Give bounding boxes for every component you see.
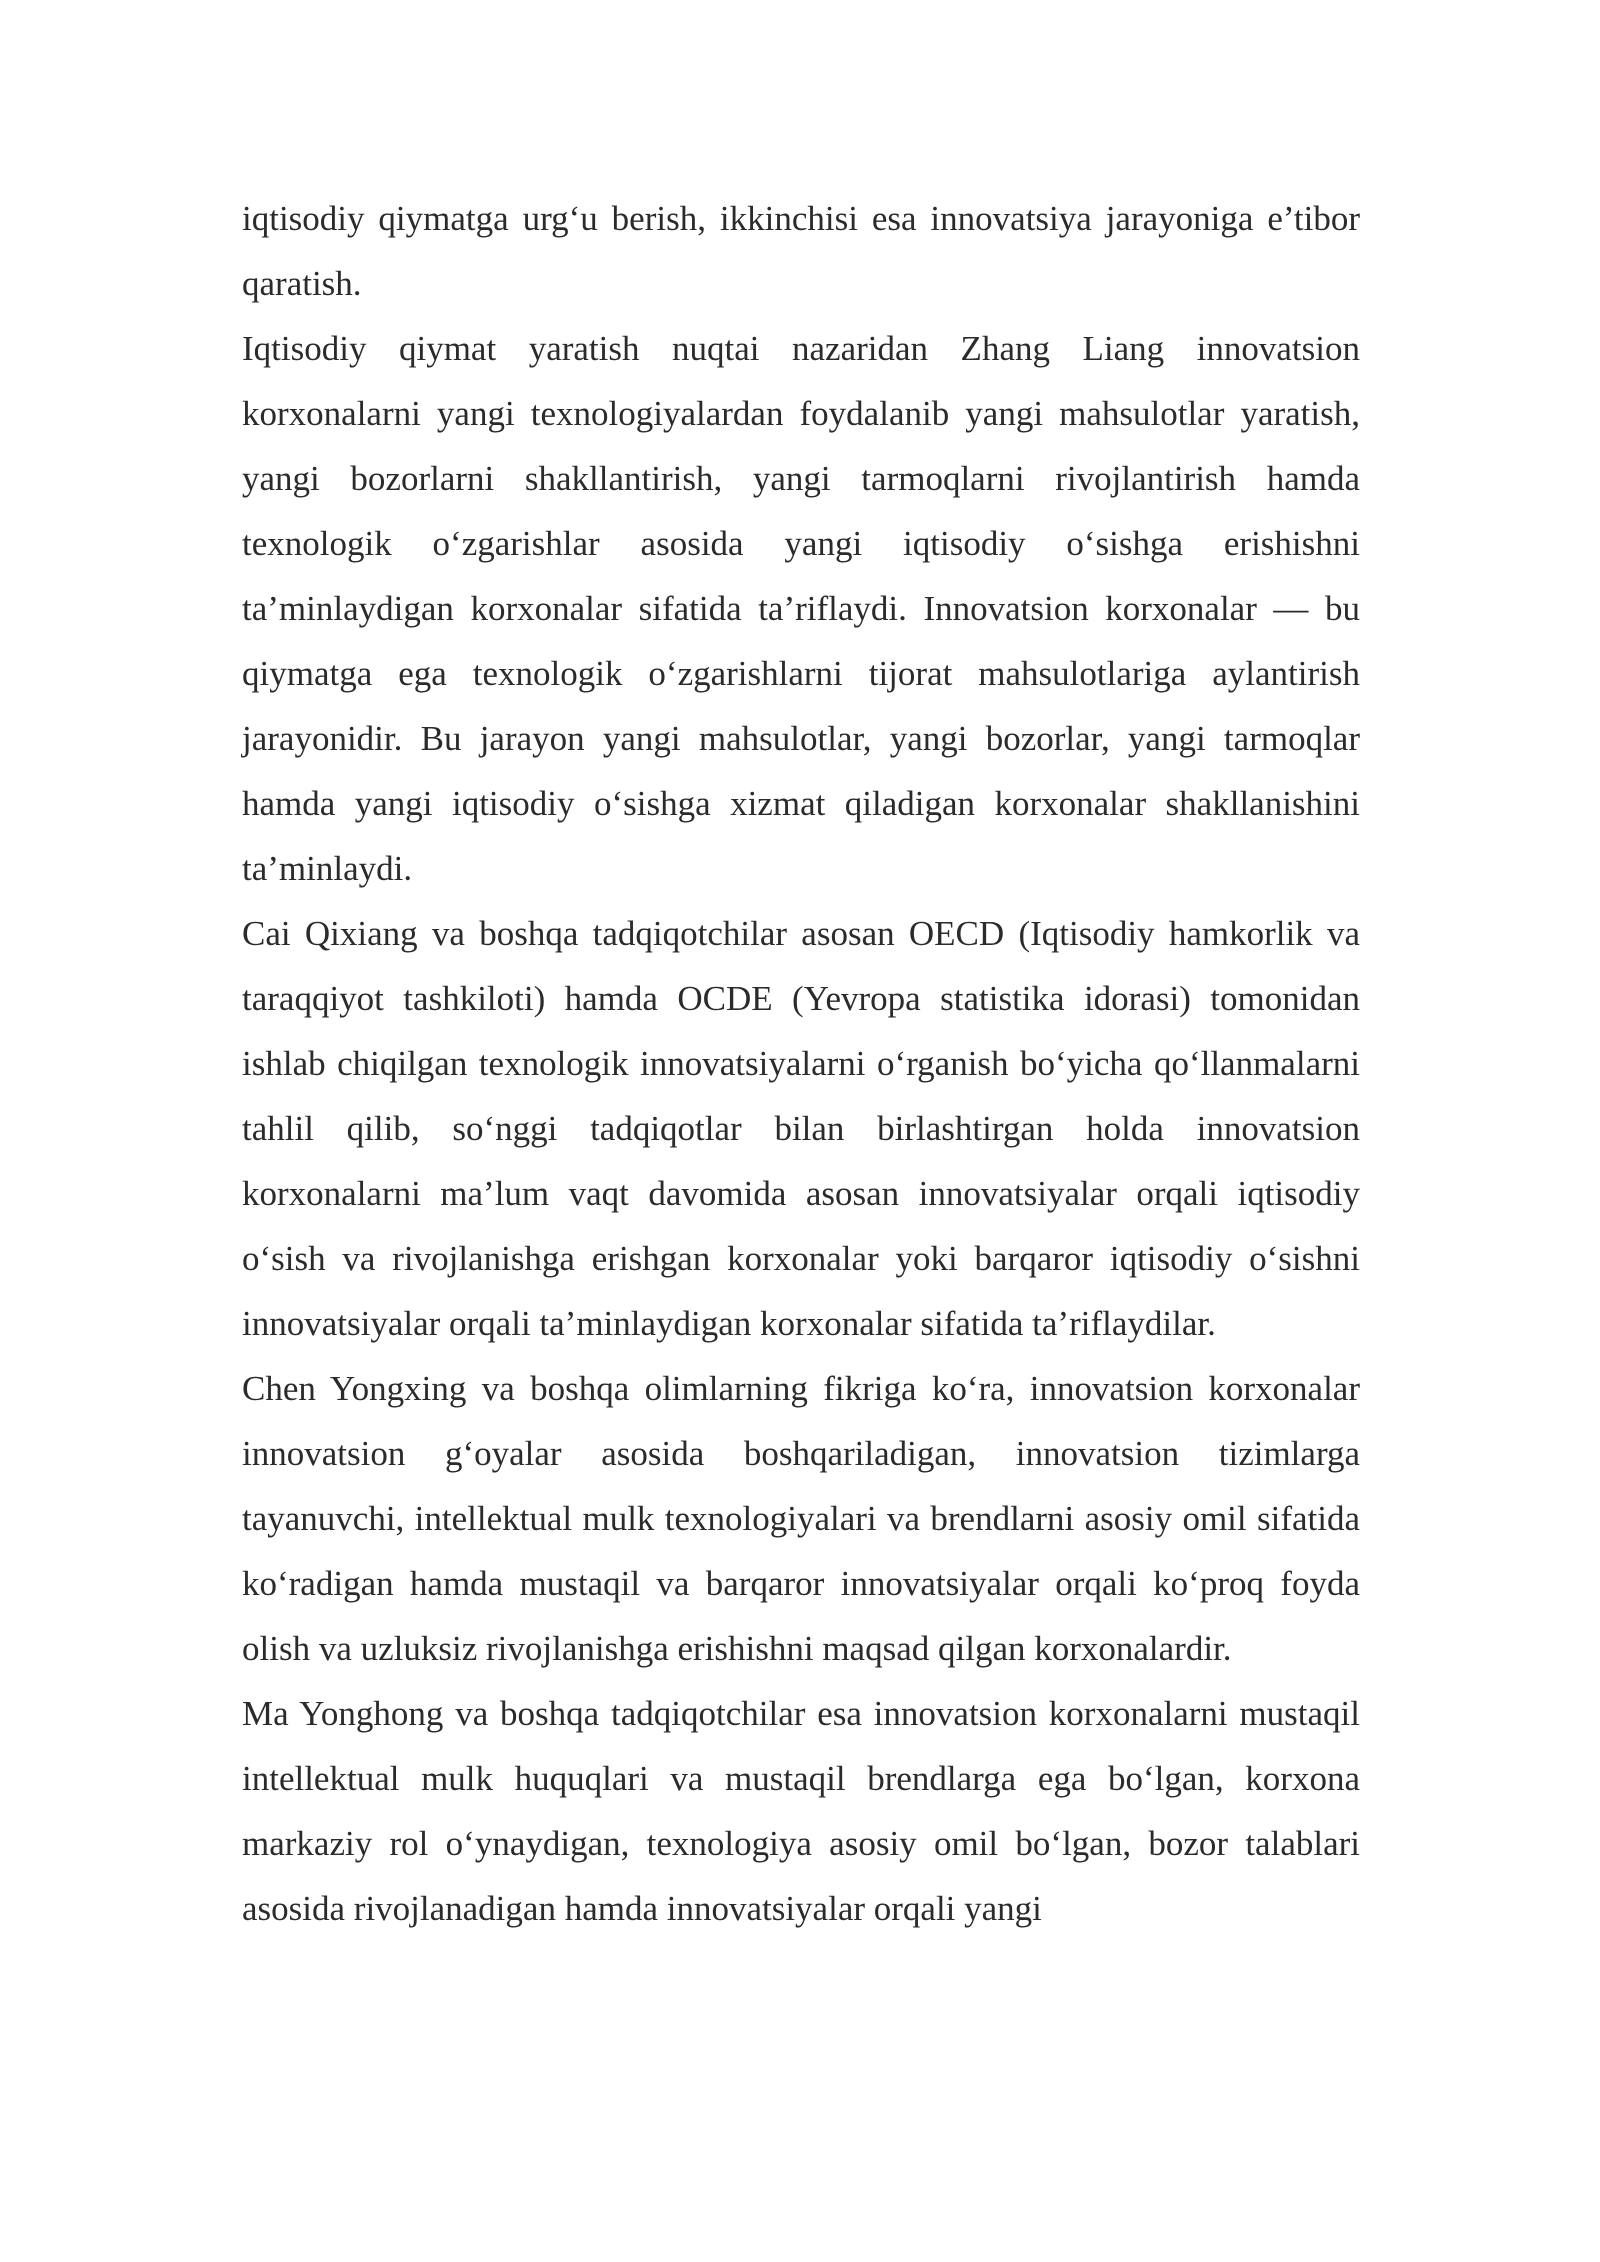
paragraph-4: Chen Yongxing va boshqa olimlarning fikriga ko‘ra, innovatsion korxonalar innovatsion g‘oyalar asosida boshqariladigan, innovatsion tizimlarga tayanuvchi, intellektual mulk texnologiyalari va brendlarni asosiy omil sifatida ko‘radigan hamda mustaqil va barqaror innovatsiyalar orqali ko‘proq foyda olish va uzluksiz rivojlanishga erishishni maqsad qilgan korxonalardir.	[242, 1369, 1360, 1668]
body-text	[242, 186, 1360, 1941]
paragraph-3: Cai Qixiang va boshqa tadqiqotchilar asosan OECD (Iqtisodiy hamkorlik va taraqqiyot tashkiloti) hamda OCDE (Yevropa statistika idorasi) tomonidan ishlab chiqilgan texnologik innovatsiyalarni o‘rganish bo‘yicha qo‘llanmalarni tahlil qilib, so‘nggi tadqiqotlar bilan birlashtirgan holda innovatsion korxonalarni ma’lum vaqt davomida asosan innovatsiyalar orqali iqtisodiy o‘sish va rivojlanishga erishgan korxonalar yoki barqaror iqtisodiy o‘sishni innovatsiyalar orqali ta’minlaydigan korxonalar sifatida ta’riflaydilar.	[242, 914, 1360, 1343]
paragraph-2: Iqtisodiy qiymat yaratish nuqtai nazaridan Zhang Liang innovatsion korxonalarni yangi texnologiyalardan foydalanib yangi mahsulotlar yaratish, yangi bozorlarni shakllantirish, yangi tarmoqlarni rivojlantirish hamda texnologik o‘zgarishlar asosida yangi iqtisodiy o‘sishga erishishni ta’minlaydigan korxonalar sifatida ta’riflaydi. Innovatsion korxonalar — bu qiymatga ega texnologik o‘zgarishlarni tijorat mahsulotlariga aylantirish jarayonidir. Bu jarayon yangi mahsulotlar, yangi bozorlar, yangi tarmoqlar hamda yangi iqtisodiy o‘sishga xizmat qiladigan korxonalar shakllanishini ta’minlaydi.	[242, 329, 1360, 888]
paragraph-5: Ma Yonghong va boshqa tadqiqotchilar esa innovatsion korxonalarni mustaqil intellektual mulk huquqlari va mustaqil brendlarga ega bo‘lgan, korxona markaziy rol o‘ynaydigan, texnologiya asosiy omil bo‘lgan, bozor talablari asosida rivojlanadigan hamda innovatsiyalar orqali yangi	[242, 1694, 1360, 1928]
paragraph-1: iqtisodiy qiymatga urg‘u berish, ikkinchisi esa innovatsiya jarayoniga e’tibor qaratish.	[242, 199, 1360, 303]
